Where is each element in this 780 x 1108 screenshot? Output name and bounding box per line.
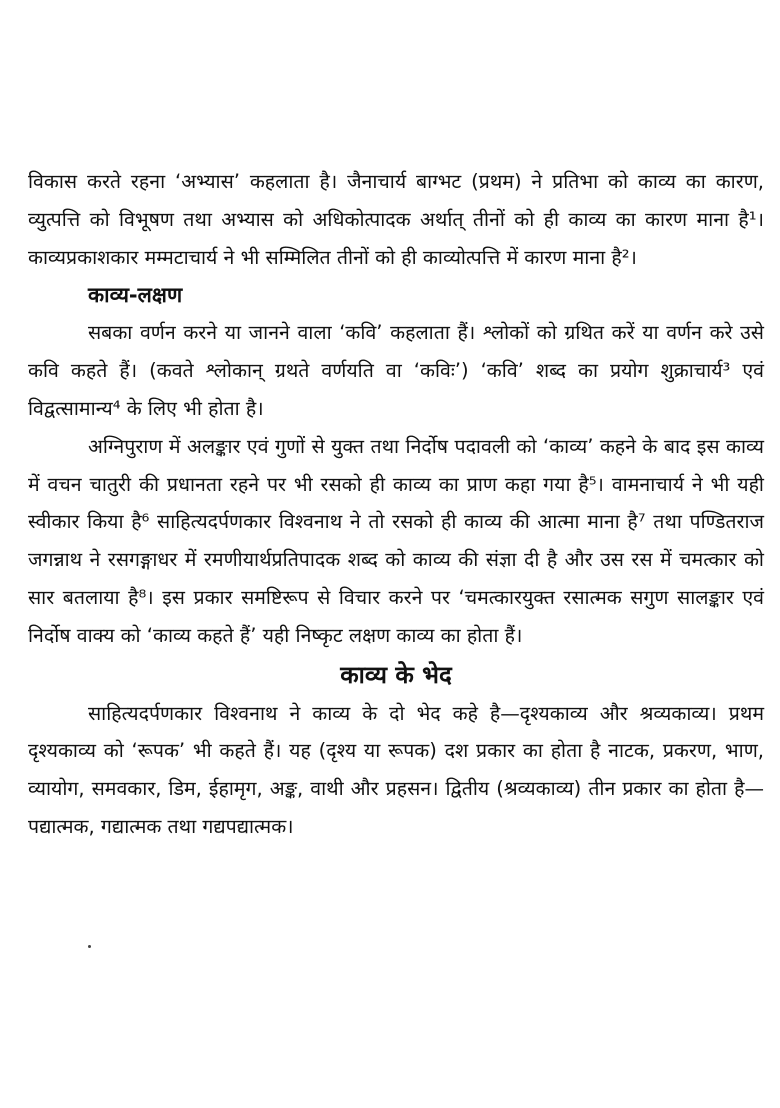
- agnipurana-paragraph: अग्निपुराण में अलङ्कार एवं गुणों से युक्त तथा निर्दोष पदावली को ‘काव्य’ कहने के बाद इस काव्य में वचन चातुरी की प्रधानता रहने पर भी रसको ही काव्य का प्राण कहा गया है⁵। वामनाचार्य ने भी यही स्वीकार किया है⁶ साहित्यदर्पणकार विश्वनाथ ने तो रसको ही काव्य की आत्मा माना है⁷ तथा पण्डितराज जगन्नाथ ने रसगङ्गाधर में रमणीयार्थप्रतिपादक शब्द को काव्य की संज्ञा दी है और उस रस में चमत्कार को सार बतलाया है⁸। इस प्रकार समष्टिरूप से विचार करने पर ‘चमत्कारयुक्त रसात्मक सगुण सालङ्कार एवं निर्दोष वाक्य को ‘काव्य कहते हैं’ यही निष्कृट लक्षण काव्य का होता हैं।: [28, 434, 764, 647]
- kavi-definition-paragraph: सबका वर्णन करने या जानने वाला ‘कवि’ कहलाता हैं। श्लोकों को ग्रथित करें या वर्णन करे उसे कवि कहते हैं। (कवते श्लोकान् ग्रथते वर्णयति वा ‘कविः’) ‘कवि’ शब्द का प्रयोग शुक्राचार्य³ एवं विद्वत्सामान्य⁴ के लिए भी होता है।: [28, 321, 764, 420]
- kavya-bhed-paragraph: साहित्यदर्पणकार विश्वनाथ ने काव्य के दो भेद कहे है—दृश्यकाव्य और श्रव्यकाव्य। प्रथम दृश्यकाव्य को ‘रूपक’ भी कहते हैं। यह (दृश्य या रूपक) दश प्रकार का होता है नाटक, प्रकरण, भाण, व्यायोग, समवकार, डिम, ईहामृग, अङ्क, वाथी और प्रहसन। द्वितीय (श्रव्यकाव्य) तीन प्रकार का होता है—पद्यात्मक, गद्यात्मक तथा गद्यपद्यात्मक।: [28, 701, 764, 838]
- scan-speck: [88, 945, 91, 948]
- intro-paragraph: विकास करते रहना ‘अभ्यास’ कहलाता है। जैनाचार्य बाग्भट (प्रथम) ने प्रतिभा को काव्य का कारण, व्युत्पत्ति को विभूषण तथा अभ्यास को अधिकोत्पादक अर्थात् तीनों को ही काव्य का कारण माना है¹। काव्यप्रकाशकार मम्मटाचार्य ने भी सम्मिलित तीनों को ही काव्योत्पत्ति में कारण माना है²।: [28, 170, 764, 269]
- kavya-ke-bhed-heading: काव्य के भेद: [340, 660, 452, 689]
- page-body: [28, 163, 764, 846]
- kavya-lakshan-subheading: काव्य-लक्षण: [88, 283, 183, 308]
